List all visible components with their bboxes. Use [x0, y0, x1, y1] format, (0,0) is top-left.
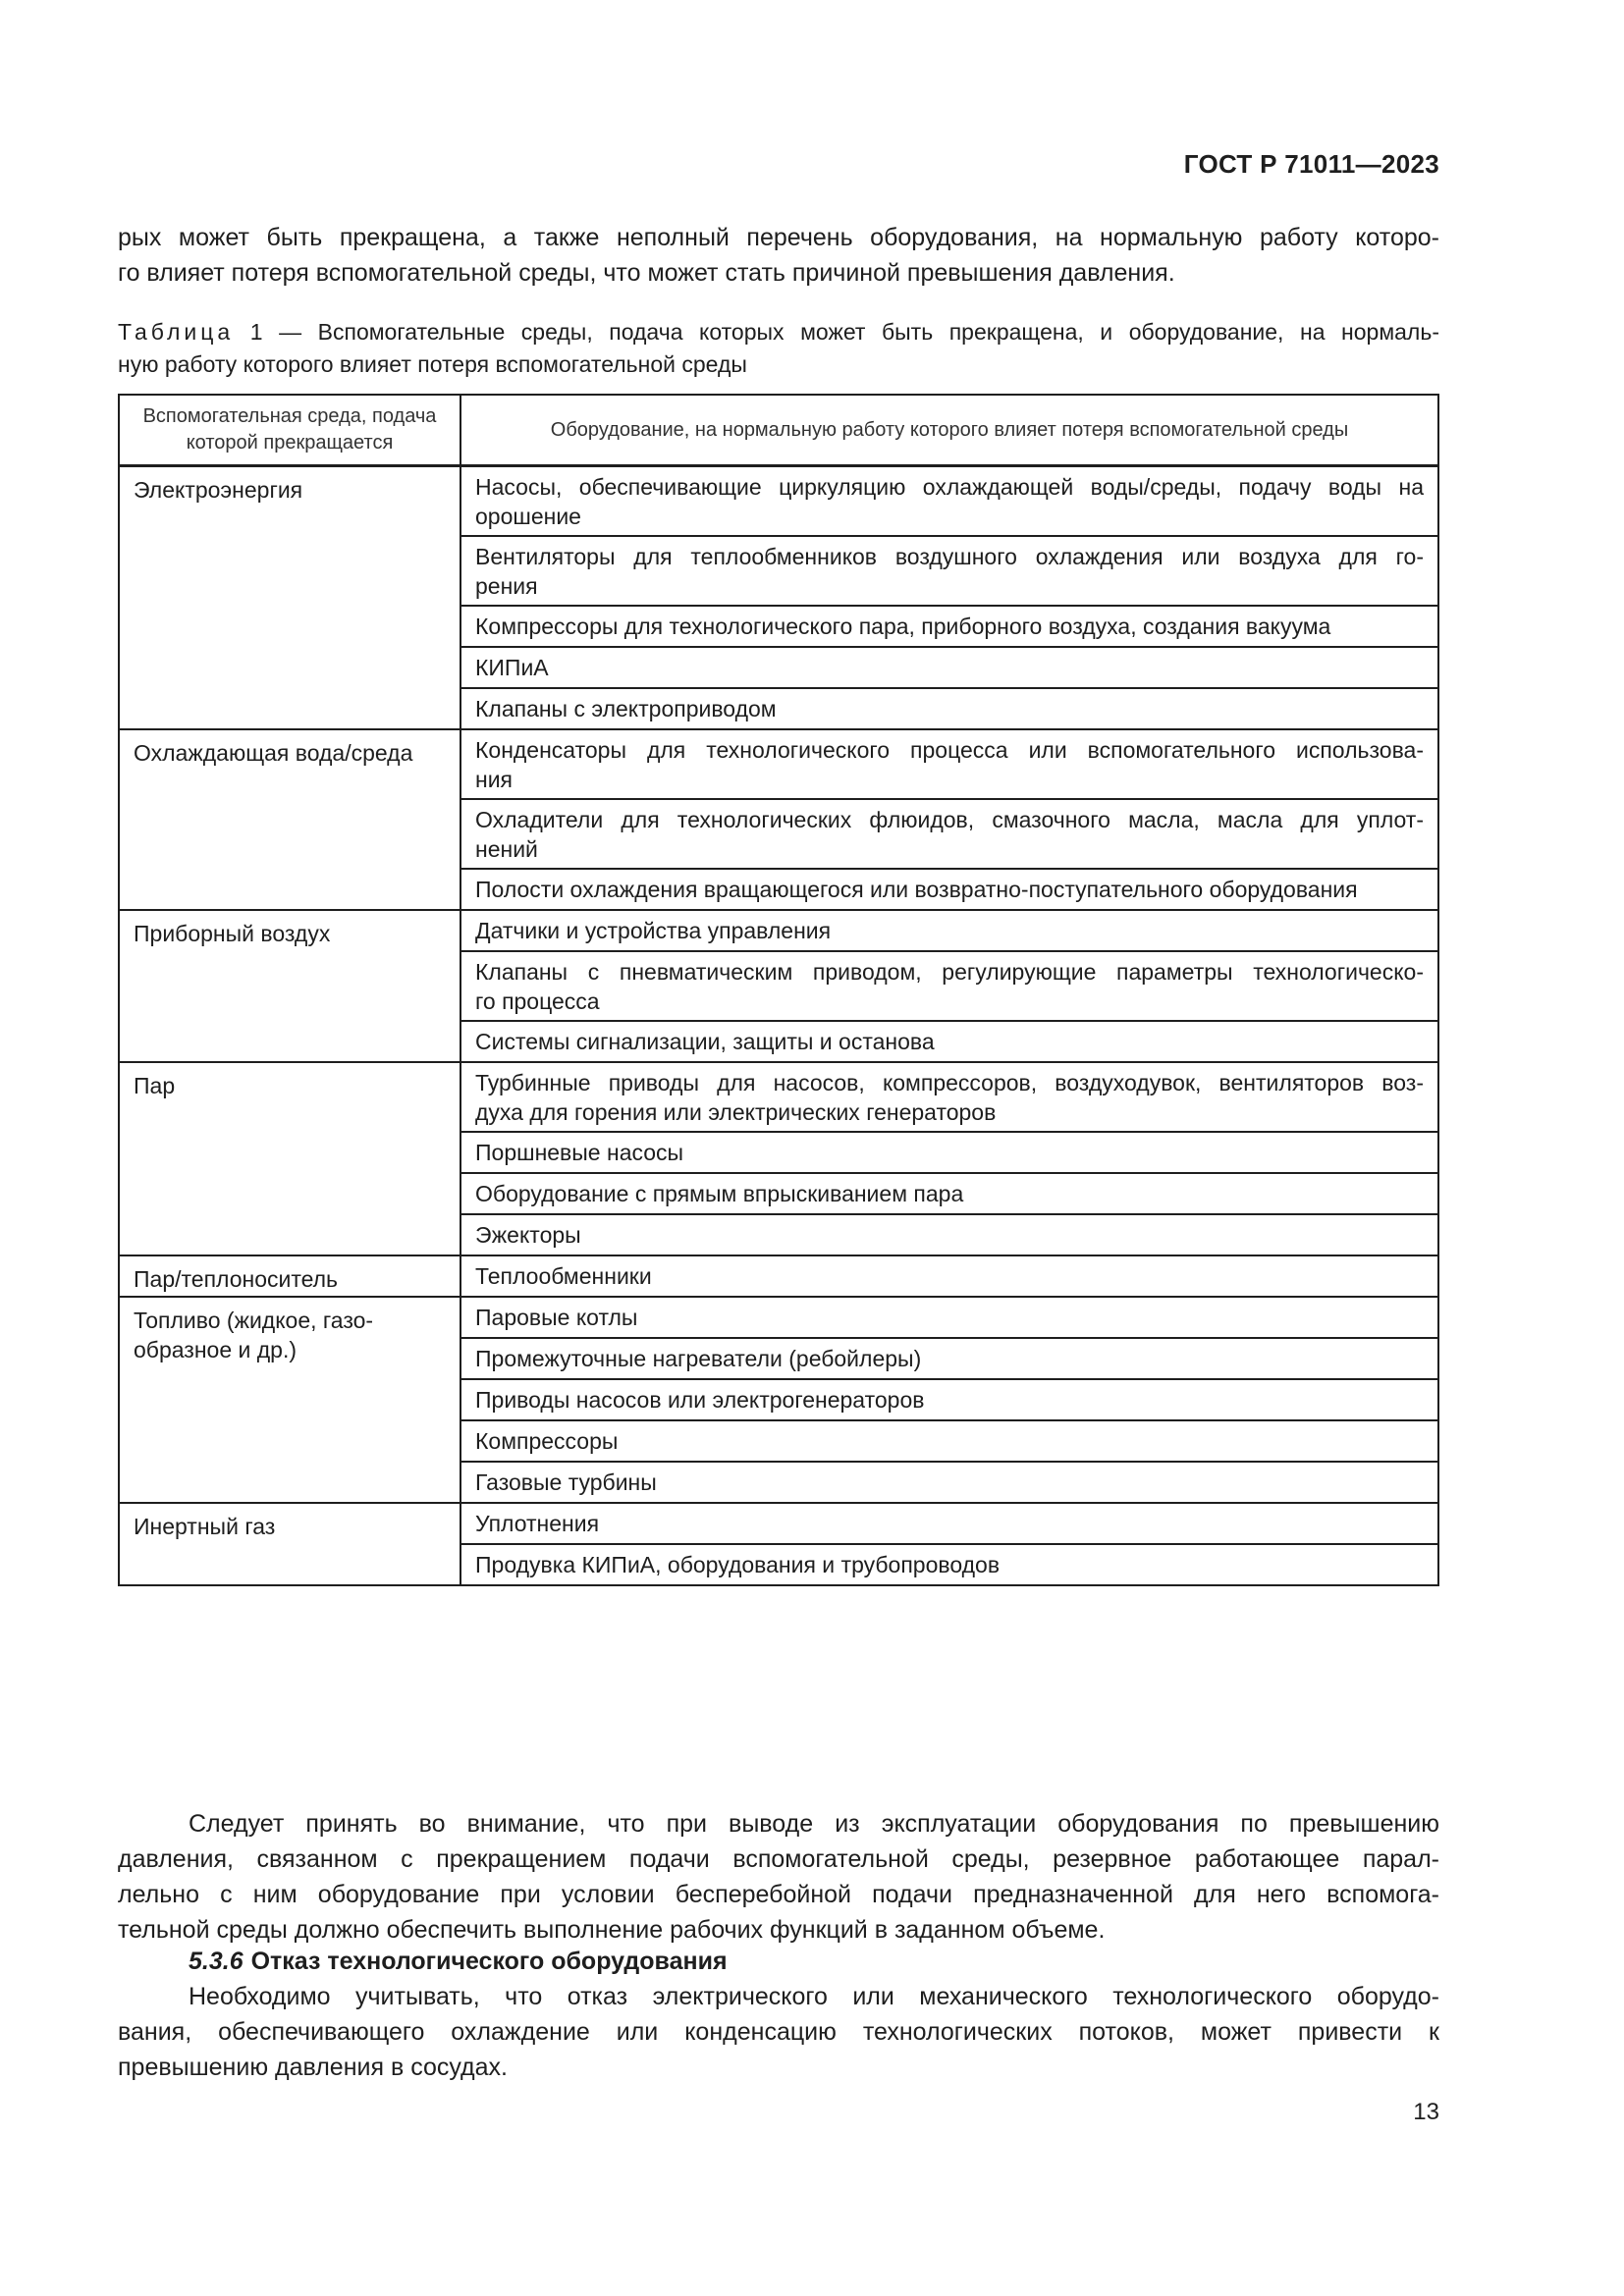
equipment-cell: [460, 606, 1438, 647]
table-row: [119, 1062, 1438, 1132]
text-line: го влияет потеря вспомогательной среды, что может стать причиной превышения давления.: [118, 259, 1175, 287]
table-caption: [118, 316, 1439, 381]
equipment-cell: [460, 729, 1438, 799]
equipment-line: Конденсаторы для технологического процесса или вспомогательного использова-: [475, 737, 1424, 763]
equipment-line: Приводы насосов или электрогенераторов: [475, 1387, 925, 1413]
equipment-cell: [460, 1021, 1438, 1062]
medium-label: Приборный воздух: [134, 921, 331, 946]
table-row: [119, 466, 1438, 537]
equipment-cell: [460, 1132, 1438, 1173]
equipment-line: орошение: [475, 504, 581, 529]
equipment-line: Паровые котлы: [475, 1305, 638, 1330]
equipment-cell: [460, 1462, 1438, 1503]
equipment-line: рения: [475, 573, 538, 599]
equipment-line: Теплообменники: [475, 1263, 652, 1289]
text-line: рых может быть прекращена, а также неполный перечень оборудования, на нормальную работу которо-: [118, 224, 1439, 251]
text-line: тельной среды должно обеспечить выполнение рабочих функций в заданном объеме.: [118, 1916, 1106, 1944]
equipment-text: [461, 467, 1437, 535]
equipment-text: [461, 1133, 1437, 1171]
equipment-text: [461, 607, 1437, 645]
equipment-cell: [460, 1062, 1438, 1132]
equipment-line: Продувка КИПиА, оборудования и трубопроводов: [475, 1552, 1001, 1577]
equipment-line: духа для горения или электрических генераторов: [475, 1099, 997, 1125]
equipment-line: го процесса: [475, 988, 600, 1014]
medium-label: Инертный газ: [134, 1514, 276, 1539]
equipment-cell: [460, 688, 1438, 729]
equipment-line: КИПиА: [475, 655, 549, 680]
equipment-line: Уплотнения: [475, 1511, 600, 1536]
medium-label: Топливо (жидкое, газо- образное и др.): [134, 1308, 374, 1362]
equipment-cell: [460, 1173, 1438, 1214]
text-line: вания, обеспечивающего охлаждение или конденсацию технологических потоков, может привести к: [118, 2018, 1439, 2046]
document-code: ГОСТ Р 71011—2023: [1183, 149, 1439, 179]
conclusion-paragraph: [118, 1979, 1439, 2085]
table-row: [119, 1503, 1438, 1544]
table-row: [119, 1297, 1438, 1338]
equipment-cell: [460, 1297, 1438, 1338]
auxiliary-media-table: [118, 394, 1439, 1586]
equipment-text: [461, 1174, 1437, 1212]
section-heading: [189, 1944, 728, 1979]
equipment-line: ния: [475, 767, 514, 792]
equipment-line: Системы сигнализации, защиты и останова: [475, 1029, 935, 1054]
intro-paragraph: [118, 220, 1439, 291]
caption-label: Таблица: [118, 319, 235, 345]
equipment-text: [461, 1215, 1437, 1254]
table-row: [119, 729, 1438, 799]
equipment-line: Газовые турбины: [475, 1469, 657, 1495]
table-body: [119, 466, 1438, 1586]
section-title: Отказ технологического оборудования: [250, 1948, 728, 1975]
medium-cell: [119, 1255, 460, 1297]
header-medium: Вспомогательная среда, подача которой прекращается: [119, 395, 460, 466]
equipment-text: [461, 1380, 1437, 1418]
equipment-cell: [460, 1338, 1438, 1379]
equipment-cell: [460, 951, 1438, 1021]
equipment-cell: [460, 869, 1438, 910]
equipment-cell: [460, 1214, 1438, 1255]
equipment-cell: [460, 910, 1438, 951]
equipment-line: Охладители для технологических флюидов, смазочного масла, масла для уплот-: [475, 807, 1424, 832]
equipment-line: Клапаны с пневматическим приводом, регулирующие параметры технологическо-: [475, 959, 1424, 985]
equipment-text: [461, 800, 1437, 868]
text-line: Следует принять во внимание, что при выводе из эксплуатации оборудования по превышению: [189, 1810, 1439, 1838]
equipment-text: [461, 1339, 1437, 1377]
medium-label: Пар/теплоноситель: [134, 1266, 339, 1292]
text-line: Необходимо учитывать, что отказ электрического или механического технологического оборудо-: [189, 1983, 1439, 2010]
equipment-line: нений: [475, 836, 538, 862]
equipment-cell: [460, 536, 1438, 606]
equipment-text: [461, 911, 1437, 949]
medium-cell: [119, 1062, 460, 1255]
equipment-cell: [460, 647, 1438, 688]
page-number: 13: [1413, 2099, 1439, 2125]
equipment-line: Турбинные приводы для насосов, компрессоров, воздуходувок, вентиляторов воз-: [475, 1070, 1424, 1095]
note-paragraph: [118, 1806, 1439, 1948]
equipment-text: [461, 1298, 1437, 1336]
equipment-text: [461, 537, 1437, 605]
equipment-line: Поршневые насосы: [475, 1140, 684, 1165]
equipment-line: Вентиляторы для теплообменников воздушного охлаждения или воздуха для го-: [475, 544, 1424, 569]
medium-label: Охлаждающая вода/среда: [134, 740, 413, 766]
equipment-cell: [460, 1420, 1438, 1462]
caption-line: [118, 316, 1439, 348]
table-row: [119, 910, 1438, 951]
equipment-text: [461, 1063, 1437, 1131]
caption-line: ную работу которого влияет потеря вспомогательной среды: [118, 351, 747, 377]
medium-cell: [119, 1297, 460, 1503]
medium-cell: [119, 910, 460, 1062]
text-line: лельно с ним оборудование при условии бесперебойной подачи предназначенной для него вспомога-: [118, 1881, 1439, 1908]
text-line: давления, связанном с прекращением подачи вспомогательной среды, резервное работающее парал-: [118, 1845, 1439, 1873]
equipment-line: Компрессоры: [475, 1428, 619, 1454]
equipment-line: Эжекторы: [475, 1222, 581, 1248]
equipment-line: Полости охлаждения вращающегося или возвратно-поступательного оборудования: [475, 877, 1358, 902]
equipment-text: [461, 870, 1437, 908]
equipment-text: [461, 730, 1437, 798]
medium-cell: [119, 1503, 460, 1585]
equipment-text: [461, 1421, 1437, 1460]
equipment-line: Промежуточные нагреватели (ребойлеры): [475, 1346, 922, 1371]
equipment-line: Насосы, обеспечивающие циркуляцию охлаждающей воды/среды, подачу воды на: [475, 474, 1424, 500]
section-number: 5.3.6: [189, 1948, 244, 1975]
medium-label: Электроэнергия: [134, 477, 303, 503]
equipment-line: Датчики и устройства управления: [475, 918, 832, 943]
table-row: [119, 1255, 1438, 1297]
medium-cell: [119, 466, 460, 730]
equipment-text: [461, 1022, 1437, 1060]
equipment-text: [461, 689, 1437, 727]
equipment-line: Оборудование с прямым впрыскиванием пара: [475, 1181, 964, 1206]
equipment-cell: [460, 1544, 1438, 1585]
text-line: превышению давления в сосудах.: [118, 2054, 508, 2081]
equipment-cell: [460, 1255, 1438, 1297]
equipment-text: [461, 1504, 1437, 1542]
equipment-text: [461, 1463, 1437, 1501]
equipment-text: [461, 1545, 1437, 1583]
equipment-cell: [460, 1379, 1438, 1420]
equipment-cell: [460, 466, 1438, 537]
header-equipment: Оборудование, на нормальную работу которого влияет потеря вспомогательной среды: [460, 395, 1438, 466]
equipment-text: [461, 952, 1437, 1020]
medium-label: Пар: [134, 1073, 176, 1098]
equipment-line: Клапаны с электроприводом: [475, 696, 777, 721]
caption-text: 1 — Вспомогательные среды, подача которых может быть прекращена, и оборудование, на нормаль-: [234, 319, 1439, 345]
table-header-row: [119, 395, 1438, 466]
equipment-cell: [460, 1503, 1438, 1544]
equipment-text: [461, 648, 1437, 686]
equipment-line: Компрессоры для технологического пара, приборного воздуха, создания вакуума: [475, 614, 1331, 639]
equipment-text: [461, 1256, 1437, 1295]
medium-cell: [119, 729, 460, 910]
equipment-cell: [460, 799, 1438, 869]
